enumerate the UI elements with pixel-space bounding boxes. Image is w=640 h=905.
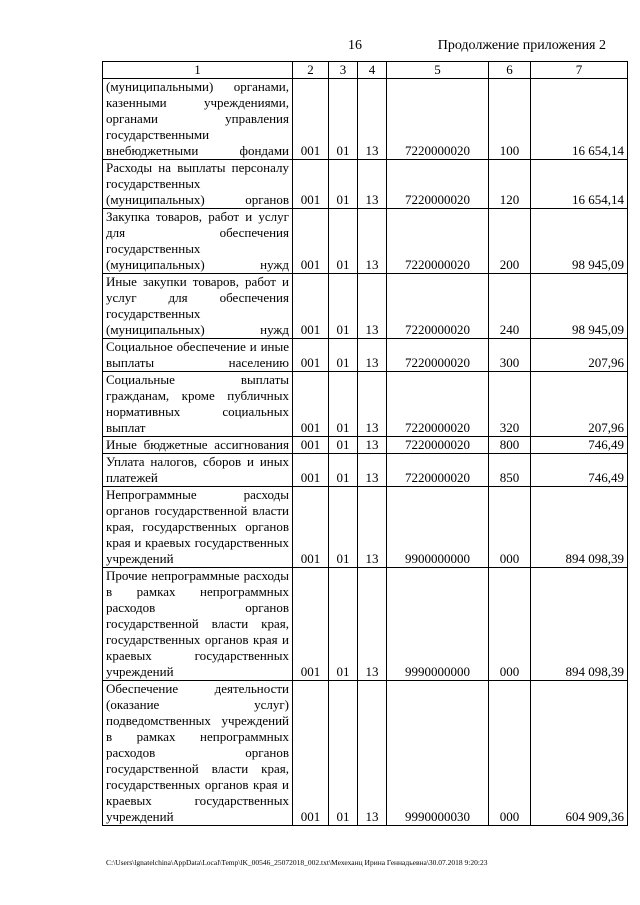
table-row	[103, 209, 628, 274]
table-row	[103, 487, 628, 568]
table-row	[103, 339, 628, 372]
expense-type-cell: 100	[489, 79, 531, 160]
column-header: 2	[293, 62, 329, 79]
column-header: 6	[489, 62, 531, 79]
subsection-code-cell: 13	[358, 160, 387, 209]
table-row	[103, 372, 628, 437]
page-number: 16	[348, 38, 362, 53]
expense-type-cell: 850	[489, 454, 531, 487]
expense-type-cell: 300	[489, 339, 531, 372]
ministry-code-cell: 001	[293, 681, 329, 826]
expense-name-cell: (муниципальными) органами, казенными учреждениями, органами управления государственными внебюджетными фондами	[103, 79, 293, 160]
ministry-code-cell: 001	[293, 209, 329, 274]
expense-name-cell: Обеспечение деятельности (оказание услуг) подведомственных учреждений в рамках непрограммных расходов органов государственной власти края, государственных органов края и краевых государственных учреждений	[103, 681, 293, 826]
amount-cell: 98 945,09	[531, 209, 628, 274]
expense-name-cell: Непрограммные расходы органов государственной власти края, государственных органов края и краевых государственных учреждений	[103, 487, 293, 568]
target-article-cell: 7220000020	[387, 437, 489, 454]
column-header: 3	[329, 62, 358, 79]
section-code-cell: 01	[329, 209, 358, 274]
subsection-code-cell: 13	[358, 681, 387, 826]
amount-cell: 746,49	[531, 454, 628, 487]
column-header: 5	[387, 62, 489, 79]
ministry-code-cell: 001	[293, 568, 329, 681]
ministry-code-cell: 001	[293, 454, 329, 487]
ministry-code-cell: 001	[293, 487, 329, 568]
expense-type-cell: 800	[489, 437, 531, 454]
subsection-code-cell: 13	[358, 209, 387, 274]
expense-name-cell: Иные закупки товаров, работ и услуг для обеспечения государственных (муниципальных) нужд	[103, 274, 293, 339]
amount-cell: 207,96	[531, 372, 628, 437]
amount-cell: 894 098,39	[531, 487, 628, 568]
subsection-code-cell: 13	[358, 454, 387, 487]
target-article-cell: 9900000000	[387, 487, 489, 568]
table-row	[103, 454, 628, 487]
table-row	[103, 568, 628, 681]
amount-cell: 894 098,39	[531, 568, 628, 681]
expense-type-cell: 000	[489, 681, 531, 826]
target-article-cell: 7220000020	[387, 274, 489, 339]
footer-file-path: C:\Users\lgnatelchina\AppData\Local\Temp\lK_00546_25072018_002.txt\Мехеханц Ирина Геннадьевна\30.07.2018 9:20:23	[106, 858, 488, 867]
expense-type-cell: 120	[489, 160, 531, 209]
amount-cell: 98 945,09	[531, 274, 628, 339]
column-header: 7	[531, 62, 628, 79]
table-row	[103, 160, 628, 209]
expense-name-cell: Расходы на выплаты персоналу государственных (муниципальных) органов	[103, 160, 293, 209]
section-code-cell: 01	[329, 339, 358, 372]
expense-type-cell: 240	[489, 274, 531, 339]
column-header: 4	[358, 62, 387, 79]
target-article-cell: 7220000020	[387, 79, 489, 160]
expense-name-cell: Социальное обеспечение и иные выплаты населению	[103, 339, 293, 372]
table-row	[103, 79, 628, 160]
amount-cell: 207,96	[531, 339, 628, 372]
amount-cell: 746,49	[531, 437, 628, 454]
expense-type-cell: 000	[489, 487, 531, 568]
target-article-cell: 9990000030	[387, 681, 489, 826]
expense-type-cell: 320	[489, 372, 531, 437]
subsection-code-cell: 13	[358, 487, 387, 568]
subsection-code-cell: 13	[358, 339, 387, 372]
target-article-cell: 9990000000	[387, 568, 489, 681]
page-header-continuation: Продолжение приложения 2	[437, 38, 606, 53]
subsection-code-cell: 13	[358, 372, 387, 437]
section-code-cell: 01	[329, 79, 358, 160]
ministry-code-cell: 001	[293, 160, 329, 209]
subsection-code-cell: 13	[358, 437, 387, 454]
section-code-cell: 01	[329, 372, 358, 437]
subsection-code-cell: 13	[358, 274, 387, 339]
section-code-cell: 01	[329, 568, 358, 681]
section-code-cell: 01	[329, 454, 358, 487]
amount-cell: 604 909,36	[531, 681, 628, 826]
table-header-row	[103, 62, 628, 79]
subsection-code-cell: 13	[358, 79, 387, 160]
ministry-code-cell: 001	[293, 339, 329, 372]
table-row	[103, 437, 628, 454]
amount-cell: 16 654,14	[531, 79, 628, 160]
expense-type-cell: 000	[489, 568, 531, 681]
budget-table	[102, 61, 628, 826]
section-code-cell: 01	[329, 681, 358, 826]
ministry-code-cell: 001	[293, 79, 329, 160]
expense-name-cell: Уплата налогов, сборов и иных платежей	[103, 454, 293, 487]
table-row	[103, 274, 628, 339]
expense-name-cell: Закупка товаров, работ и услуг для обеспечения государственных (муниципальных) нужд	[103, 209, 293, 274]
ministry-code-cell: 001	[293, 437, 329, 454]
expense-type-cell: 200	[489, 209, 531, 274]
ministry-code-cell: 001	[293, 372, 329, 437]
section-code-cell: 01	[329, 487, 358, 568]
target-article-cell: 7220000020	[387, 339, 489, 372]
section-code-cell: 01	[329, 437, 358, 454]
ministry-code-cell: 001	[293, 274, 329, 339]
amount-cell: 16 654,14	[531, 160, 628, 209]
target-article-cell: 7220000020	[387, 454, 489, 487]
section-code-cell: 01	[329, 274, 358, 339]
column-header: 1	[103, 62, 293, 79]
table-row	[103, 681, 628, 826]
target-article-cell: 7220000020	[387, 160, 489, 209]
expense-name-cell: Иные бюджетные ассигнования	[103, 437, 293, 454]
target-article-cell: 7220000020	[387, 372, 489, 437]
expense-name-cell: Прочие непрограммные расходы в рамках непрограммных расходов органов государственной власти края, государственных органов края и краевых государственных учреждений	[103, 568, 293, 681]
expense-name-cell: Социальные выплаты гражданам, кроме публичных нормативных социальных выплат	[103, 372, 293, 437]
section-code-cell: 01	[329, 160, 358, 209]
subsection-code-cell: 13	[358, 568, 387, 681]
target-article-cell: 7220000020	[387, 209, 489, 274]
